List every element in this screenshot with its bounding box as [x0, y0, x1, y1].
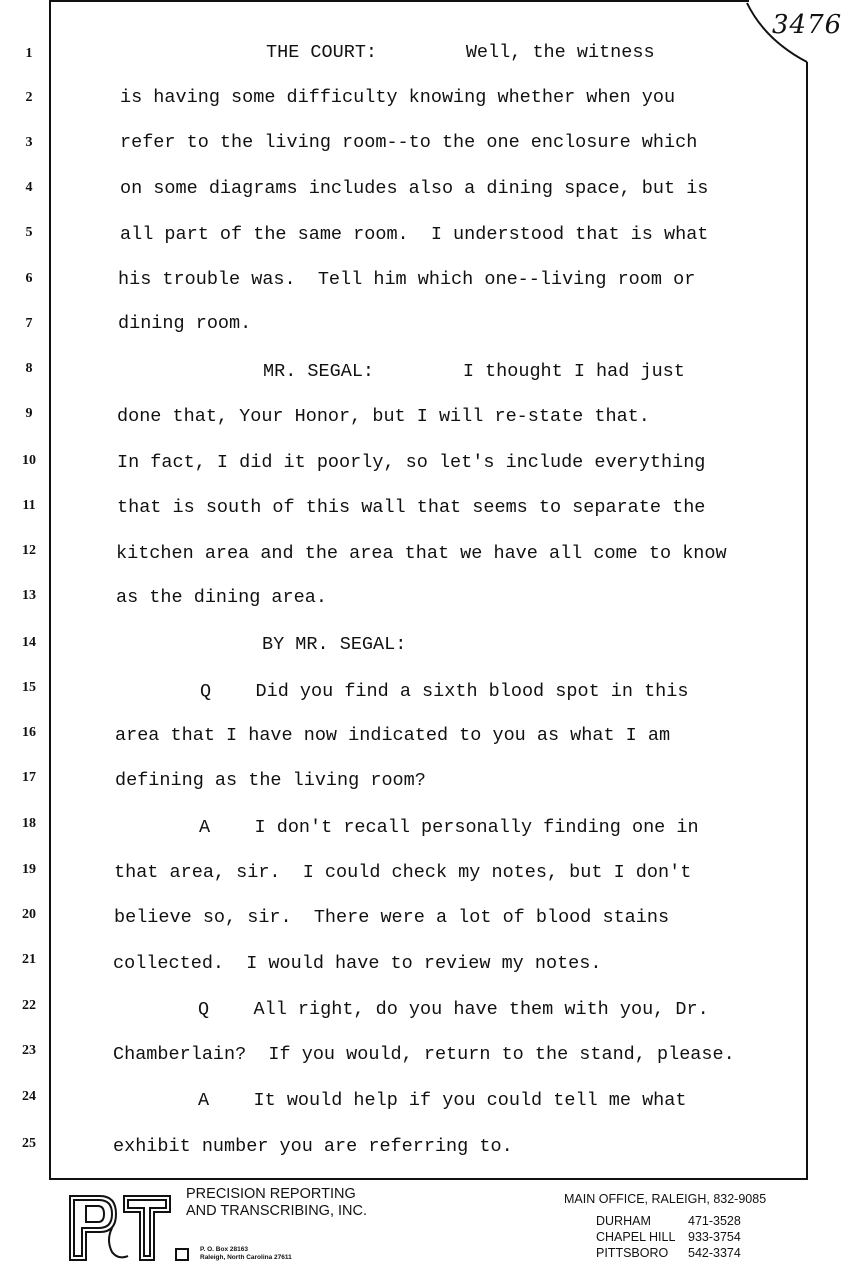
line-number: 10: [22, 453, 36, 468]
top-border: [49, 0, 749, 2]
line-number: 7: [25, 316, 33, 331]
transcript-line: collected. I would have to review my notes.: [113, 953, 602, 974]
line-number: 23: [22, 1043, 36, 1058]
line-number: 20: [22, 907, 36, 922]
office-city: DURHAM: [596, 1214, 651, 1228]
transcript-line: that area, sir. I could check my notes, but I don't: [114, 862, 692, 883]
address-line2: Raleigh, North Carolina 27611: [200, 1254, 292, 1261]
line-number: 6: [25, 271, 33, 286]
right-margin-rule: [806, 62, 808, 1180]
line-number: 1: [25, 46, 33, 61]
transcript-line: BY MR. SEGAL:: [262, 634, 407, 655]
transcript-line: done that, Your Honor, but I will re-state that.: [117, 406, 650, 427]
office-phone: 471-3528: [688, 1214, 741, 1228]
transcript-line: MR. SEGAL: I thought I had just: [263, 361, 685, 382]
transcript-line: all part of the same room. I understood that is what: [120, 224, 709, 245]
transcript-line: exhibit number you are referring to.: [113, 1136, 513, 1157]
line-number: 2: [25, 90, 33, 105]
transcript-line: A It would help if you could tell me what: [198, 1090, 687, 1111]
office-row: [596, 1230, 741, 1244]
main-office: MAIN OFFICE, RALEIGH, 832-9085: [564, 1192, 767, 1206]
transcript-line: that is south of this wall that seems to separate the: [117, 497, 706, 518]
left-margin-rule: [49, 0, 51, 1180]
transcript-line: area that I have now indicated to you as what I am: [115, 725, 671, 746]
line-number: 25: [22, 1136, 36, 1151]
transcript-line: is having some difficulty knowing whether when you: [120, 87, 676, 108]
company-name-line2: AND TRANSCRIBING, INC.: [186, 1203, 368, 1219]
line-number: 24: [22, 1089, 36, 1104]
transcript-line: Chamberlain? If you would, return to the stand, please.: [113, 1044, 735, 1065]
bottom-border: [49, 1178, 808, 1180]
transcript-line: kitchen area and the area that we have all come to know: [116, 543, 727, 564]
line-number: 18: [22, 816, 36, 831]
transcript-line: THE COURT: Well, the witness: [266, 42, 655, 63]
transcript-line: as the dining area.: [116, 587, 327, 608]
office-city: CHAPEL HILL: [596, 1230, 676, 1244]
company-name: [186, 1186, 367, 1220]
transcript-line: In fact, I did it poorly, so let's include everything: [117, 452, 706, 473]
line-number: 8: [25, 361, 33, 376]
transcript-line: believe so, sir. There were a lot of blood stains: [114, 907, 670, 928]
line-number: 3: [25, 135, 33, 150]
line-number: 15: [22, 680, 36, 695]
line-number: 14: [22, 635, 36, 650]
company-address: [200, 1246, 292, 1262]
office-city: PITTSBORO: [596, 1246, 669, 1260]
transcript-line: Q All right, do you have them with you, Dr.: [198, 999, 709, 1020]
line-number: 17: [22, 770, 36, 785]
line-number: 21: [22, 952, 36, 967]
transcript-line: refer to the living room--to the one enclosure which: [120, 132, 698, 153]
transcript-line: his trouble was. Tell him which one--living room or: [118, 269, 696, 290]
logo-box-mark: [175, 1248, 189, 1261]
transcript-line: defining as the living room?: [115, 770, 426, 791]
line-number: 9: [25, 406, 33, 421]
line-number: 22: [22, 998, 36, 1013]
address-line1: P. O. Box 28163: [200, 1246, 248, 1253]
office-phone: 933-3754: [688, 1230, 741, 1244]
line-number: 12: [22, 543, 36, 558]
line-number: 16: [22, 725, 36, 740]
page-number: 3476: [772, 10, 843, 40]
line-number: 19: [22, 862, 36, 877]
line-number: 5: [25, 225, 33, 240]
transcript-line: dining room.: [118, 313, 252, 334]
office-phone: 542-3374: [688, 1246, 741, 1260]
transcript-line: Q Did you find a sixth blood spot in this: [200, 681, 689, 702]
transcript-line: on some diagrams includes also a dining space, but is: [120, 178, 709, 199]
company-name-line1: PRECISION REPORTING: [186, 1186, 356, 1202]
line-number: 4: [25, 180, 33, 195]
company-logo: [66, 1188, 174, 1266]
line-number: 11: [22, 498, 36, 513]
office-row: [596, 1246, 741, 1260]
transcript-line: A I don't recall personally finding one in: [199, 817, 699, 838]
line-number: 13: [22, 588, 36, 603]
office-row: [596, 1214, 741, 1228]
